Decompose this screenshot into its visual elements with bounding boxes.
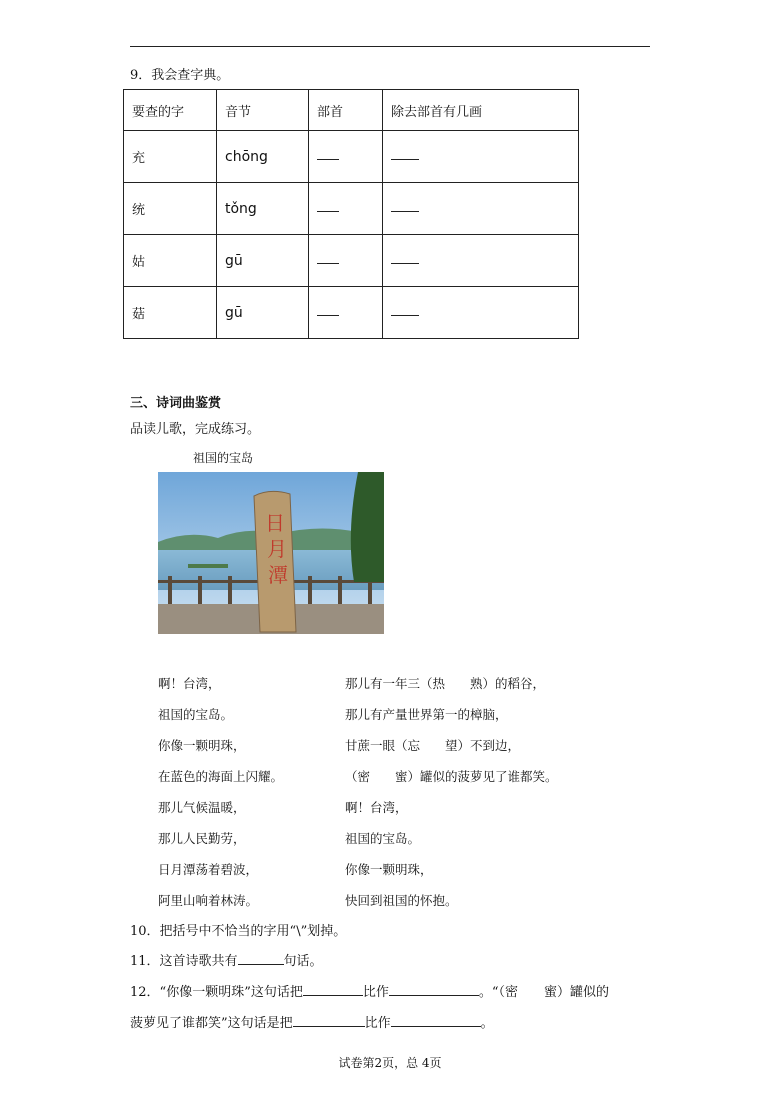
q12-blank-3[interactable] [293, 1014, 365, 1027]
row-char: 充 [124, 131, 217, 183]
poem-right-line: （密 蜜）罐似的菠萝见了谁都笑。 [345, 769, 558, 784]
section-3-heading: 三、诗词曲鉴赏 [130, 396, 222, 411]
poem-right-line: 你像一颗明珠， [345, 862, 433, 877]
poem-right-line: 快回到祖国的怀抱。 [345, 893, 458, 908]
q11-text-b: 句话。 [283, 954, 323, 969]
q12-text-d: 菠萝见了谁都笑”这句话是把 [130, 1016, 293, 1031]
question-10: 10．把括号中不恰当的字用“\”划掉。 [130, 924, 347, 939]
strokes-blank[interactable] [383, 183, 579, 235]
poem-left-line: 在蓝色的海面上闪耀。 [158, 769, 284, 784]
header-syllable: 音节 [217, 90, 309, 131]
table-row [124, 183, 579, 235]
poem-left-line: 阿里山响着林涛。 [158, 893, 259, 908]
header-char: 要查的字 [124, 90, 217, 131]
poem-left-line: 啊！台湾， [158, 676, 221, 691]
radical-blank[interactable] [309, 131, 383, 183]
poem-right-line: 那儿有一年三（热 熟）的稻谷， [345, 676, 546, 691]
section-3-intro: 品读儿歌，完成练习。 [130, 422, 261, 437]
dictionary-table [123, 89, 579, 339]
stone-inscription-1: 日 [265, 511, 285, 535]
q12-text-b: 比作 [362, 985, 389, 1000]
sun-moon-lake-photo [158, 472, 384, 634]
poem-right-line: 祖国的宝岛。 [345, 831, 421, 846]
strokes-blank[interactable] [383, 131, 579, 183]
row-pinyin: chōng [217, 131, 309, 183]
row-char: 菇 [124, 287, 217, 339]
q11-blank[interactable] [238, 952, 284, 965]
table-row [124, 287, 579, 339]
q12-blank-2[interactable] [389, 983, 479, 996]
table-row [124, 131, 579, 183]
poem-left-line: 日月潭荡着碧波， [158, 862, 259, 877]
row-pinyin: gū [217, 287, 309, 339]
stone-inscription-2: 月 [267, 537, 287, 561]
row-char: 姑 [124, 235, 217, 287]
island [188, 564, 228, 568]
poem-right-line: 啊！台湾， [345, 800, 408, 815]
row-pinyin: tǒng [217, 183, 309, 235]
poem-left-line: 祖国的宝岛。 [158, 707, 234, 722]
page-footer: 试卷第2页，总 4页 [338, 1056, 442, 1070]
question-12-line-1 [130, 981, 609, 1000]
question-11 [130, 950, 323, 969]
tree [351, 472, 384, 582]
poem-right-line: 那儿有产量世界第一的樟脑， [345, 707, 508, 722]
poem-left-line: 那儿人民勤劳， [158, 831, 246, 846]
radical-blank[interactable] [309, 183, 383, 235]
poem-left-line: 你像一颗明珠， [158, 738, 246, 753]
q12-text-a: 12．“你像一颗明珠”这句话把 [130, 985, 303, 1000]
poem-right-line: 甘蔗一眼（忘 望）不到边， [345, 738, 521, 753]
radical-blank[interactable] [309, 287, 383, 339]
q12-text-f: 。 [480, 1016, 494, 1031]
q12-blank-1[interactable] [303, 983, 363, 996]
header-rule [130, 46, 650, 47]
header-radical: 部首 [309, 90, 383, 131]
poem-title: 祖国的宝岛 [193, 451, 254, 465]
q11-text-a: 11．这首诗歌共有 [130, 954, 238, 969]
q12-blank-4[interactable] [391, 1014, 481, 1027]
question-9-title: 9．我会查字典。 [130, 68, 230, 83]
table-header-row [124, 90, 579, 131]
stone-inscription-3: 潭 [268, 563, 288, 587]
question-12-line-2 [130, 1012, 494, 1031]
table-row [124, 235, 579, 287]
row-pinyin: gū [217, 235, 309, 287]
q12-text-c: 。“（密 蜜）罐似的 [478, 985, 610, 1000]
poem-left-line: 那儿气候温暖， [158, 800, 246, 815]
strokes-blank[interactable] [383, 287, 579, 339]
row-char: 统 [124, 183, 217, 235]
q12-text-e: 比作 [364, 1016, 391, 1031]
strokes-blank[interactable] [383, 235, 579, 287]
radical-blank[interactable] [309, 235, 383, 287]
header-strokes: 除去部首有几画 [383, 90, 579, 131]
